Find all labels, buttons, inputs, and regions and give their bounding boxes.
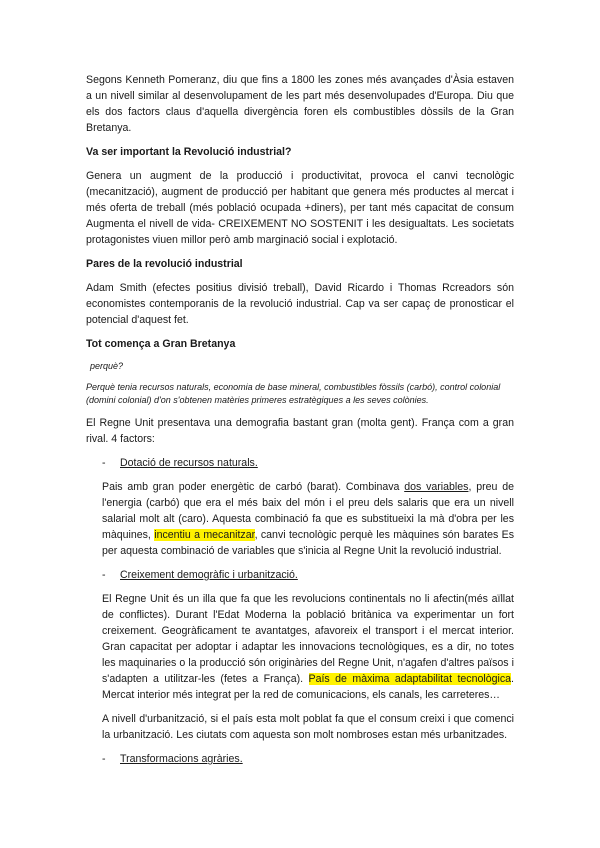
importance-paragraph: Genera un augment de la producció i productivitat, provoca el canvi tecnològic (mecanització), augment de producció per habitant que genera més productes al mercat i més oferta de treball (més població ocupada +diners), per tant més capacitat de consum Augmenta el nivell de vida- CREIXEMENT NO SOSTENIT i les desigualtats. Les societats protagonistes viuen millor però amb marginació social i explotació. bbox=[86, 170, 514, 246]
factor-2-text-a: El Regne Unit és un illa que fa que les revolucions continentals no li afectin(més aïllat de conflictes). Durant l'Edat Moderna la població britànica va experimentar un fort creixement. Geogràficament te avantatges, afavoreix el transport i el mercat interior. Gran capacitat per adoptar i adaptar les innovacions tecnològiques, es a dir, no totes les maquinaries o la producció són originàries del Regne Unit, n'agafen d'altres països i s'adapten a utilitzar-les (fetes a França). bbox=[102, 593, 514, 685]
factor-1-underlined: dos variables bbox=[404, 481, 469, 493]
factor-1-text-e: , canvi tecnològic perquè les màquines són barates Es per aquesta combinació de variables que s'inicia al Regne Unit la revolució industrial. bbox=[102, 529, 514, 557]
why-answer: Perquè tenia recursos naturals, economia de base mineral, combustibles fòssils (carbó), control colonial (domini colonial) d'on s'obtenen matèries primeres estratègiques a les seves colònies. bbox=[86, 382, 501, 405]
factor-2-paragraph bbox=[102, 591, 514, 703]
heading-great-britain: Tot comença a Gran Bretanya bbox=[86, 338, 236, 350]
factor-1-heading bbox=[102, 455, 514, 471]
factor-2-heading bbox=[102, 567, 514, 583]
intro-paragraph: Segons Kenneth Pomeranz, diu que fins a 1800 les zones més avançades d'Àsia estaven a un nivell similar al desenvolupament de les part més desenvolupades d'Europa. Diu que els dos factors claus d'aquella divergència foren els combustibles dòssils de la Gran Bretanya. bbox=[86, 74, 514, 134]
factor-2-text-c: . Mercat interior més integrat per la red de comunicacions, els canals, les carreteres… bbox=[102, 673, 514, 701]
factor-1-title: Dotació de recursos naturals. bbox=[120, 457, 258, 469]
factor-1-text-a: Pais amb gran poder energètic de carbó (barat). Combinava bbox=[102, 481, 405, 493]
factor-2-dash: - bbox=[102, 569, 106, 581]
factor-2-urbanization: A nivell d'urbanització, si el país esta molt poblat fa que el consum creixi i que comenci la urbanització. Les ciutats com aquesta son molt nombroses estan més urbanitzades. bbox=[102, 713, 514, 741]
factor-2-highlight: País de màxima adaptabilitat tecnològica bbox=[308, 673, 512, 685]
fathers-paragraph: Adam Smith (efectes positius divisió treball), David Ricardo i Thomas Rcreadors són economistes contemporanis de la revolució industrial. Cap va ser capaç de pronosticar el potencial d'aquest fet. bbox=[86, 282, 514, 326]
factor-1-highlight: incentiu a mecanitzar bbox=[154, 529, 255, 541]
factor-3-dash: - bbox=[102, 753, 106, 765]
factor-1-paragraph bbox=[102, 479, 514, 559]
factor-3-heading bbox=[102, 751, 514, 767]
heading-importance: Va ser important la Revolució industrial? bbox=[86, 146, 292, 158]
factor-3-title: Transformacions agràries. bbox=[120, 753, 243, 765]
heading-fathers: Pares de la revolució industrial bbox=[86, 258, 243, 270]
factor-2-title: Creixement demogràfic i urbanització. bbox=[120, 569, 298, 581]
why-question: perquè? bbox=[90, 361, 124, 371]
factor-1-text-c: , preu de l'energia (carbó) que era el més baix del món i el preu dels salaris que era un nivell salarial molt alt (caro). Aquesta combinació fa que es substitueixi la mà d'obra per les màquines, bbox=[102, 481, 514, 541]
factors-intro: El Regne Unit presentava una demografia bastant gran (molta gent). França com a gran rival. 4 factors: bbox=[86, 417, 514, 445]
factor-1-dash: - bbox=[102, 457, 106, 469]
document-page bbox=[86, 72, 514, 767]
